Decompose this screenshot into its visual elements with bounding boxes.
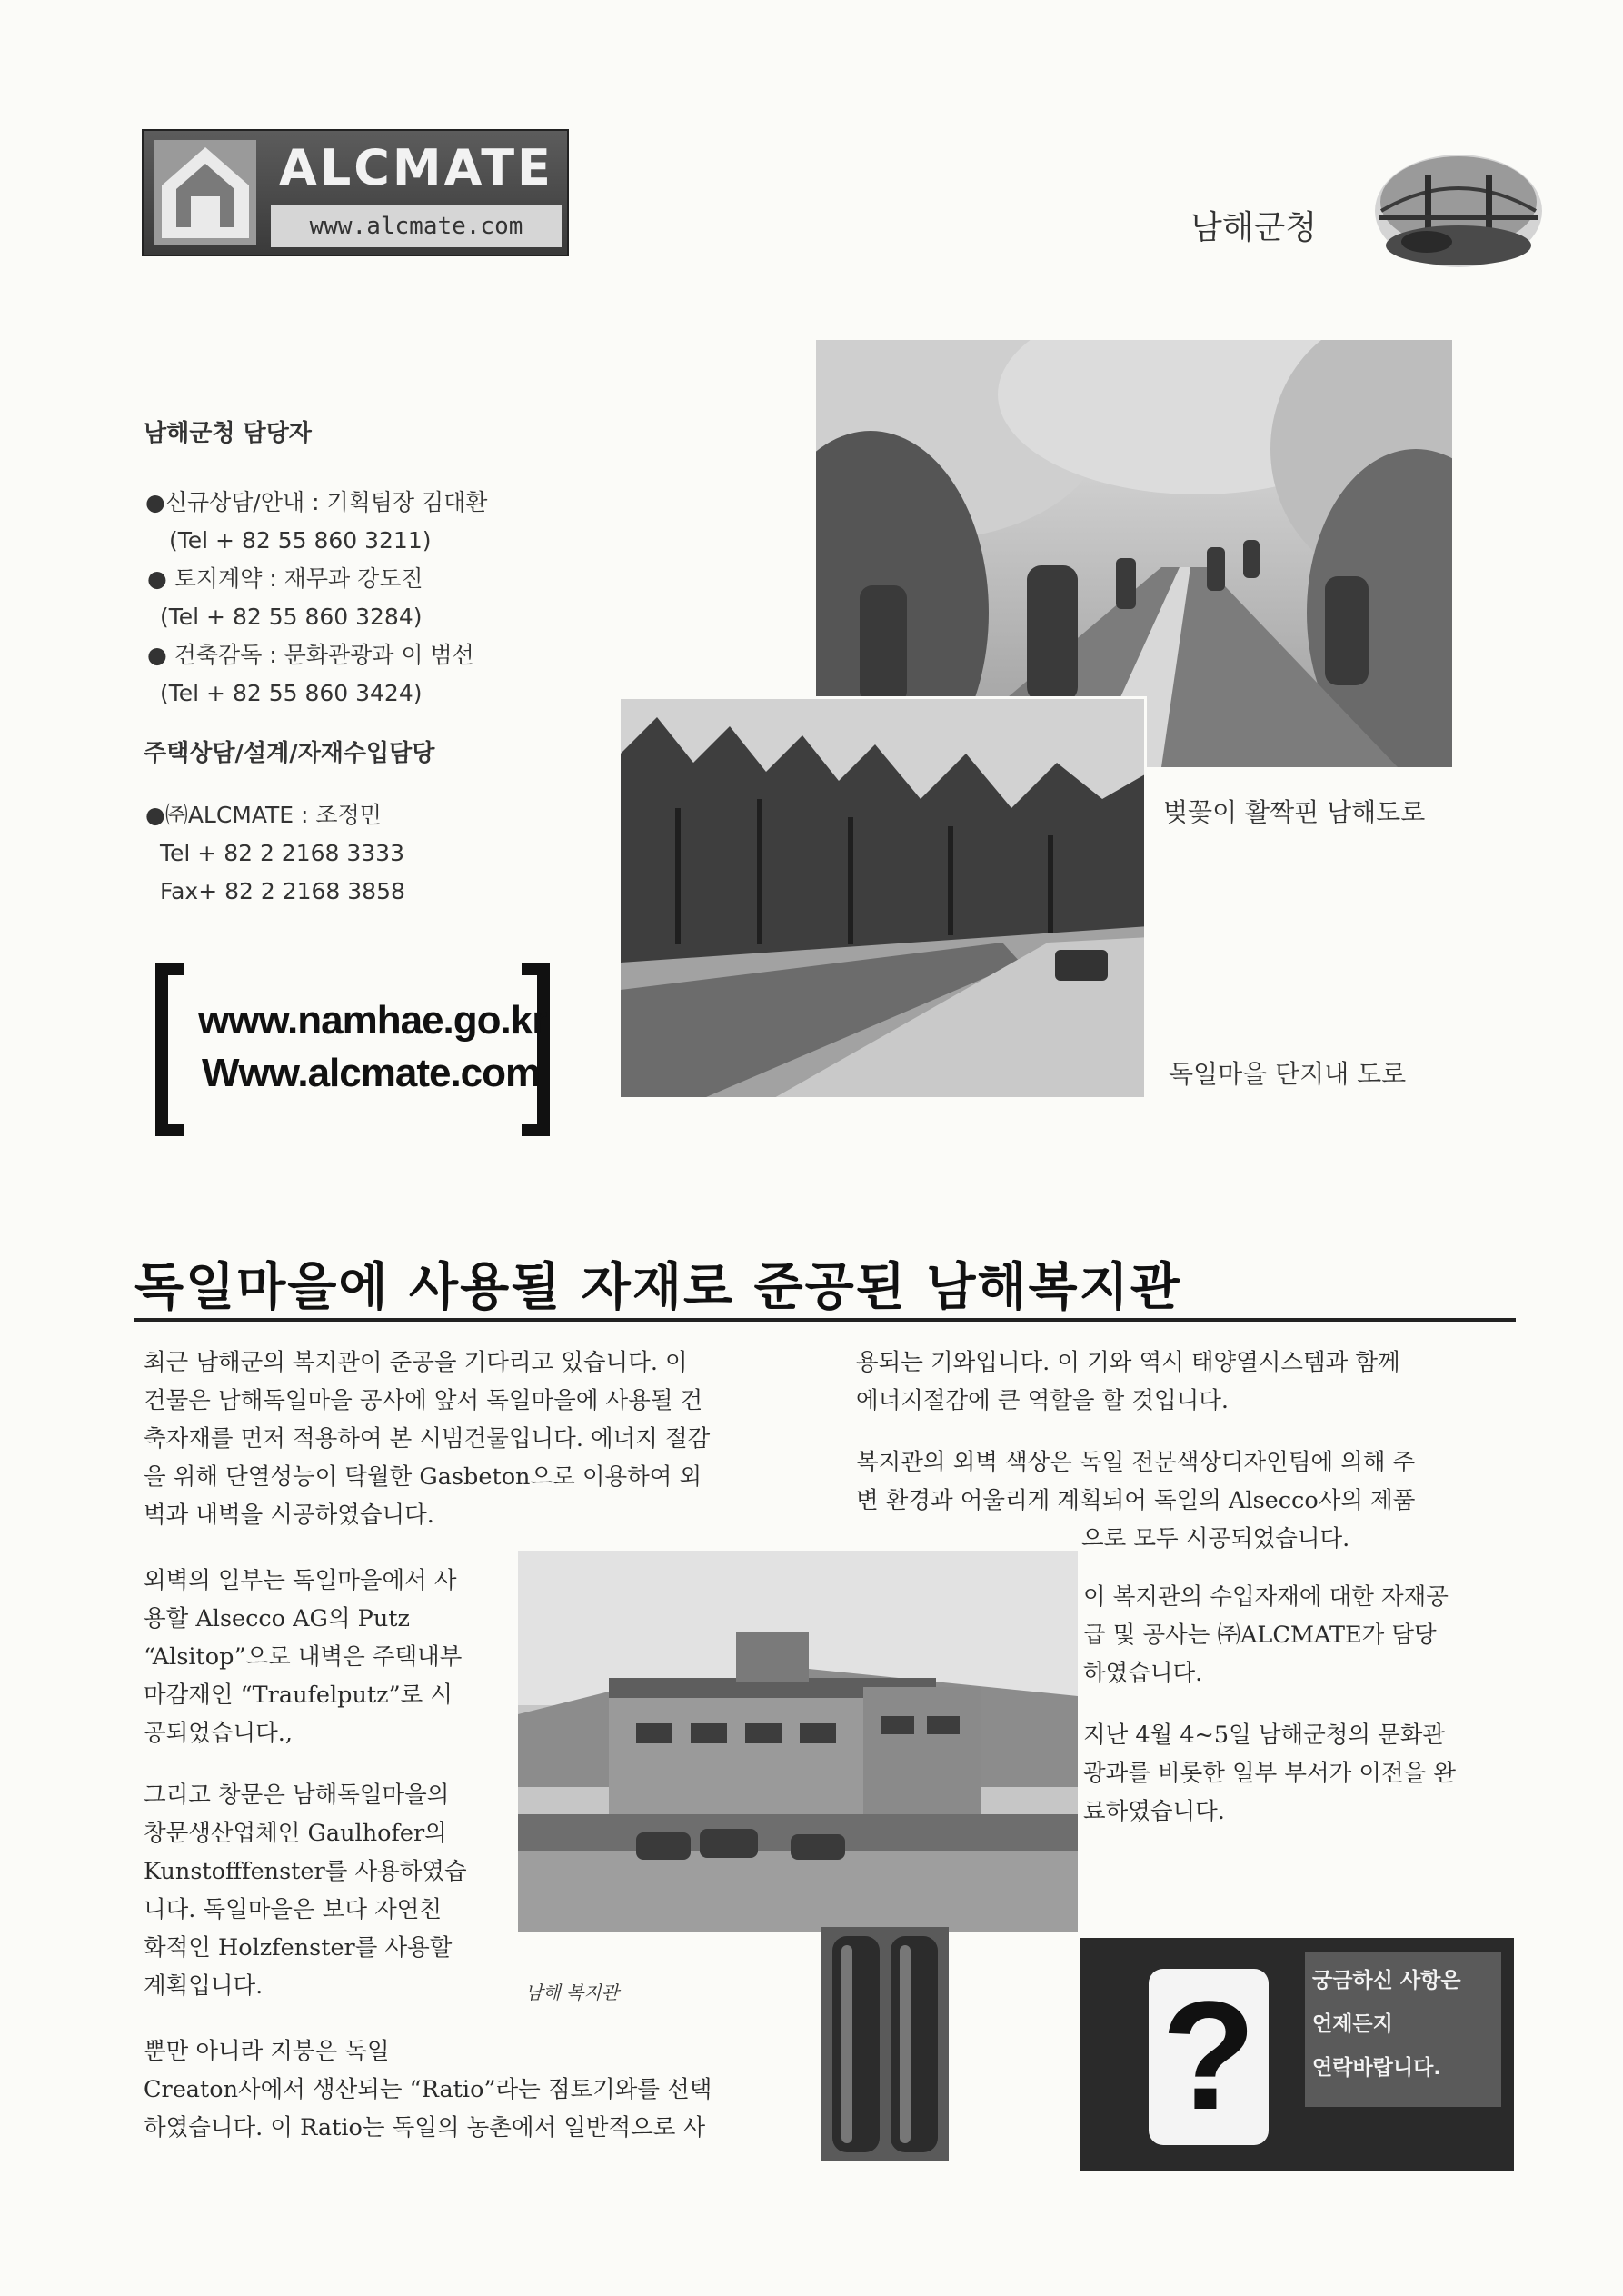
article-line: Kunstofffenster를 사용하였습 — [144, 1858, 467, 1885]
article-line: 외벽의 일부는 독일마을에서 사 — [144, 1567, 457, 1594]
article-line: 벽과 내벽을 시공하였습니다. — [144, 1502, 434, 1529]
house-logo-icon — [154, 140, 256, 245]
namhae-url: www.namhae.go.kr — [198, 998, 547, 1043]
article-line: “Alsitop”으로 내벽은 주택내부 — [144, 1643, 463, 1671]
article-line: 하였습니다. 이 Ratio는 독일의 농촌에서 일반적으로 사 — [144, 2114, 706, 2141]
contact-line: ● 토지계약 : 재무과 강도진 — [147, 565, 423, 592]
company-contacts-heading: 주택상담/설계/자재수입담당 — [144, 740, 435, 767]
question-symbol: ? — [1161, 1970, 1256, 2142]
contact-line: (Tel + 82 55 860 3424) — [160, 680, 423, 706]
article-line: 광과를 비롯한 일부 부서가 이전을 완 — [1083, 1760, 1457, 1787]
article-line: 에너지절감에 큰 역할을 할 것입니다. — [856, 1387, 1230, 1414]
village-road-photo — [618, 696, 1147, 1100]
article-line: 뿐만 아니라 지붕은 독일 — [144, 2038, 390, 2065]
article-line: 변 환경과 어울리게 계획되어 독일의 Alsecco사의 제품 — [856, 1487, 1416, 1514]
article-line: 용할 Alsecco AG의 Putz — [144, 1605, 410, 1632]
article-line: 화적인 Holzfenster를 사용할 — [144, 1934, 453, 1962]
article-line: 건물은 남해독일마을 공사에 앞서 독일마을에 사용될 건 — [144, 1387, 703, 1414]
bridge-emblem-icon — [1372, 147, 1545, 275]
article-headline: 독일마을에 사용될 자재로 준공된 남해복지관 — [134, 1258, 1181, 1317]
article-line: 최근 남해군의 복지관이 준공을 기다리고 있습니다. 이 — [144, 1349, 688, 1376]
website-url-box — [153, 963, 553, 1136]
contact-line: (Tel + 82 55 860 3284) — [160, 604, 423, 630]
article-line: 지난 4월 4~5일 남해군청의 문화관 — [1083, 1722, 1446, 1749]
inquiry-line: 궁금하신 사항은 — [1312, 1969, 1461, 1992]
article-line: 급 및 공사는 ㈜ALCMATE가 담당 — [1083, 1622, 1437, 1649]
question-mark-icon — [1149, 1969, 1269, 2145]
welfare-caption: 남해 복지관 — [525, 1982, 619, 2003]
article-line: 공되었습니다., — [144, 1720, 294, 1747]
article-line: 이 복지관의 수입자재에 대한 자재공 — [1083, 1583, 1449, 1611]
article-line: Creaton사에서 생산되는 “Ratio”라는 점토기와를 선택 — [144, 2076, 712, 2103]
alcmate-logo — [142, 129, 569, 256]
alcmate-url: Www.alcmate.com — [202, 1051, 541, 1095]
roof-tile-photo — [821, 1927, 949, 2161]
article-line: 축자재를 먼저 적용하여 본 시범건물입니다. 에너지 절감 — [144, 1425, 711, 1452]
article-line: 창문생산업체인 Gaulhofer의 — [144, 1820, 447, 1847]
inquiry-box — [1080, 1938, 1514, 2171]
article-line: 을 위해 단열성능이 탁월한 Gasbeton으로 이용하여 외 — [144, 1463, 702, 1491]
article-line: 계획입니다. — [144, 1972, 264, 2000]
contact-line: ●신규상담/안내 : 기획팀장 김대환 — [145, 489, 488, 515]
cherry-road-caption: 벚꽃이 활짝핀 남해도로 — [1163, 797, 1426, 827]
article-line: 마감재인 “Traufelputz”로 시 — [144, 1682, 453, 1709]
contact-line: (Tel + 82 55 860 3211) — [169, 527, 432, 554]
article-line: 복지관의 외벽 색상은 독일 전문색상디자인팀에 의해 주 — [856, 1449, 1416, 1476]
article-line: 니다. 독일마을은 보다 자연친 — [144, 1896, 443, 1923]
logo-url: www.alcmate.com — [271, 205, 562, 247]
contact-line: Tel + 82 2 2168 3333 — [160, 840, 404, 866]
headline-rule — [134, 1318, 1516, 1322]
office-title: 남해군청 — [1190, 209, 1318, 246]
contact-line: Fax+ 82 2 2168 3858 — [160, 878, 405, 904]
article-line: 으로 모두 시공되었습니다. — [1081, 1525, 1350, 1552]
office-contacts-heading: 남해군청 담당자 — [144, 420, 312, 447]
article-line: 하였습니다. — [1083, 1660, 1203, 1687]
article-line: 그리고 창문은 남해독일마을의 — [144, 1782, 450, 1809]
article-line: 료하였습니다. — [1083, 1798, 1225, 1825]
inquiry-line: 언제든지 — [1312, 2012, 1393, 2036]
article-line: 용되는 기와입니다. 이 기와 역시 태양열시스템과 함께 — [856, 1349, 1400, 1376]
contact-line: ● 건축감독 : 문화관광과 이 범선 — [147, 642, 474, 668]
welfare-center-photo — [518, 1551, 1078, 1932]
inquiry-line: 연락바랍니다. — [1312, 2056, 1442, 2080]
contact-line: ●㈜ALCMATE : 조정민 — [145, 802, 382, 828]
logo-name: ALCMATE — [279, 139, 553, 196]
village-road-caption: 독일마을 단지내 도로 — [1169, 1059, 1407, 1089]
